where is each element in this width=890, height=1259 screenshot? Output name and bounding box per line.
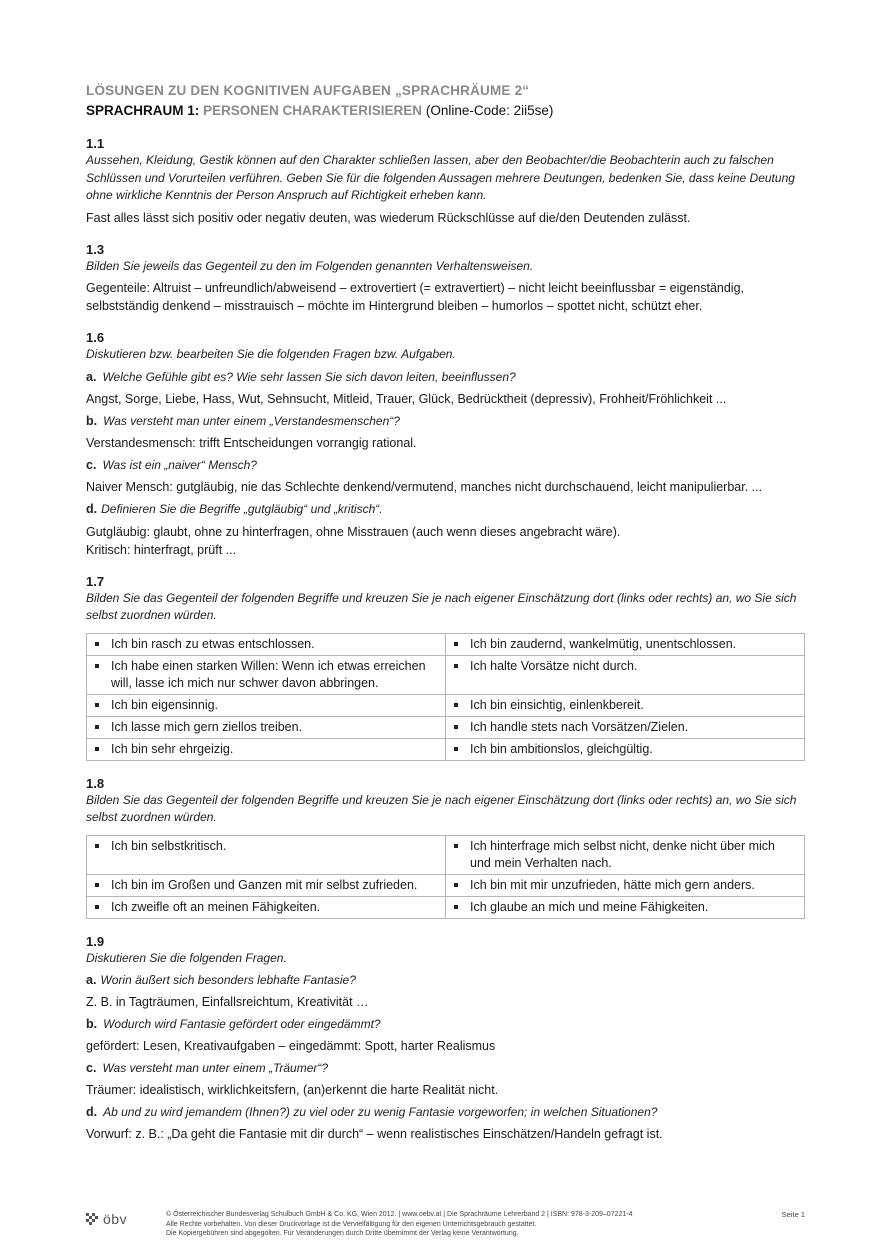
question-letter: b. bbox=[86, 413, 98, 428]
table-cell-left[interactable] bbox=[87, 896, 446, 918]
answer-b: Verstandesmensch: trifft Entscheidungen vorrangig rational. bbox=[86, 435, 417, 450]
table-row bbox=[87, 835, 805, 874]
table-row bbox=[87, 896, 805, 918]
cell-text: Ich bin rasch zu etwas entschlossen. bbox=[111, 636, 315, 651]
question-text: Definieren Sie die Begriffe „gutgläubig“ und „kritisch“. bbox=[101, 501, 383, 516]
checkbox-square-icon bbox=[95, 642, 99, 646]
question-letter: d. bbox=[86, 501, 98, 516]
question-c bbox=[86, 1060, 805, 1077]
oebv-logo-icon bbox=[86, 1213, 98, 1225]
publisher-logo bbox=[86, 1211, 127, 1227]
question-letter: c. bbox=[86, 1061, 97, 1075]
page-footer bbox=[86, 1211, 805, 1241]
cell-text: Ich lasse mich gern ziellos treiben. bbox=[111, 719, 303, 734]
answer-a: Angst, Sorge, Liebe, Hass, Wut, Sehnsucht, Mitleid, Trauer, Glück, Bedrücktheit (depressiv), Frohheit/Fröhlichkeit ... bbox=[86, 391, 727, 406]
opposites-table-1-7 bbox=[86, 633, 805, 761]
cell-text: Ich bin zaudernd, wankelmütig, unentschlossen. bbox=[470, 636, 737, 651]
table-cell-right[interactable] bbox=[446, 835, 805, 874]
question-text: Wodurch wird Fantasie gefördert oder eingedämmt? bbox=[103, 1017, 381, 1031]
section-instruction: Diskutieren bzw. bearbeiten Sie die folgenden Fragen bzw. Aufgaben. bbox=[86, 347, 456, 361]
answer-d bbox=[86, 523, 805, 559]
table-row bbox=[87, 738, 805, 760]
checkbox-square-icon bbox=[95, 664, 99, 668]
table-cell-left[interactable] bbox=[87, 835, 446, 874]
section-instruction: Bilden Sie das Gegenteil der folgenden Begriffe und kreuzen Sie je nach eigener Einschätzung dort (links oder rechts) an, wo Sie sich selbst zuordnen würden. bbox=[86, 590, 797, 622]
answer-a: Z. B. in Tagträumen, Einfallsreichtum, Kreativität … bbox=[86, 995, 369, 1009]
rights-line: Alle Rechte vorbehalten. Von dieser Druckvorlage ist die Vervielfältigung für den eigenen Unterrichtsgebrauch gestattet. bbox=[166, 1220, 537, 1228]
section-1-6 bbox=[86, 329, 805, 559]
answer-c: Naiver Mensch: gutgläubig, nie das Schlechte denkend/vermutend, manches nicht durchschauend, leicht manipulierbar. ... bbox=[86, 479, 763, 494]
table-cell-right[interactable] bbox=[446, 738, 805, 760]
checkbox-square-icon bbox=[454, 883, 458, 887]
section-number: 1.6 bbox=[86, 330, 105, 345]
question-b bbox=[86, 1016, 805, 1033]
section-answer: Gegenteile: Altruist – unfreundlich/abweisend – extrovertiert (= extravertiert) – nicht leicht beeinflussbar = eigenständig, selbstständig denkend – misstrauisch – möchte im Hintergrund bleiben – humorlos – spottet nicht, schützt eher. bbox=[86, 281, 745, 313]
cell-text: Ich glaube an mich und meine Fähigkeiten. bbox=[470, 899, 709, 914]
section-1-7 bbox=[86, 573, 805, 761]
answer-d-line2: Kritisch: hinterfragt, prüft ... bbox=[86, 542, 237, 557]
table-row bbox=[87, 694, 805, 716]
section-1-1 bbox=[86, 135, 805, 227]
section-instruction: Bilden Sie jeweils das Gegenteil zu den im Folgenden genannten Verhaltensweisen. bbox=[86, 258, 534, 273]
copyright-line: © Österreichischer Bundesverlag Schulbuch GmbH & Co. KG, Wien 2012. | www.oebv.at | Die Sprachräume Lehrerband 2 | ISBN: 978-3-209–07221-4 bbox=[166, 1211, 633, 1218]
question-letter: a. bbox=[86, 973, 97, 987]
question-d bbox=[86, 1104, 805, 1121]
section-number: 1.7 bbox=[86, 573, 105, 589]
checkbox-square-icon bbox=[454, 664, 458, 668]
table-cell-left[interactable] bbox=[87, 716, 446, 738]
question-a bbox=[86, 369, 805, 386]
table-row bbox=[87, 655, 805, 694]
cell-text: Ich bin selbstkritisch. bbox=[111, 838, 227, 853]
table-row bbox=[87, 633, 805, 655]
table-cell-right[interactable] bbox=[446, 874, 805, 896]
section-1-9 bbox=[86, 933, 805, 1144]
checkbox-square-icon bbox=[454, 747, 458, 751]
fees-line: Die Kopiergebühren sind abgegolten. Für Veränderungen durch Dritte übernimmt der Verlag keine Verantwortung. bbox=[166, 1230, 519, 1237]
question-letter: b. bbox=[86, 1017, 98, 1031]
question-b bbox=[86, 413, 805, 430]
checkbox-square-icon bbox=[95, 747, 99, 751]
answer-d-line1: Gutgläubig: glaubt, ohne zu hinterfragen, ohne Misstrauen (auch wenn dieses angebracht wäre). bbox=[86, 524, 621, 539]
logo-text: öbv bbox=[103, 1211, 128, 1227]
question-text: Was versteht man unter einem „Träumer“? bbox=[102, 1061, 329, 1075]
page-number: Seite 1 bbox=[781, 1210, 805, 1219]
table-cell-left[interactable] bbox=[87, 633, 446, 655]
checkbox-square-icon bbox=[454, 703, 458, 707]
cell-text: Ich zweifle oft an meinen Fähigkeiten. bbox=[111, 899, 321, 914]
cell-text: Ich habe einen starken Willen: Wenn ich etwas erreichen will, lasse ich mich nur schwer davon abbringen. bbox=[111, 658, 426, 690]
table-row bbox=[87, 874, 805, 896]
section-instruction: Diskutieren Sie die folgenden Fragen. bbox=[86, 950, 287, 965]
table-cell-left[interactable] bbox=[87, 655, 446, 694]
question-text: Worin äußert sich besonders lebhafte Fantasie? bbox=[100, 973, 356, 987]
cell-text: Ich bin mit mir unzufrieden, hätte mich gern anders. bbox=[470, 877, 755, 892]
table-cell-right[interactable] bbox=[446, 633, 805, 655]
section-number: 1.8 bbox=[86, 775, 105, 791]
table-cell-right[interactable] bbox=[446, 716, 805, 738]
checkbox-square-icon bbox=[454, 844, 458, 848]
section-instruction: Aussehen, Kleidung, Gestik können auf den Charakter schließen lassen, aber den Beobachter/die Beobachterin auch zu falschen Schlüssen und Vorurteilen verführen. Geben Sie für die folgenden Aussagen mehrere Deutungen, bedenken Sie, dass keine Deutung ohne wirkliche Kenntnis der Person Anspruch auf Richtigkeit erheben kann. bbox=[86, 153, 795, 202]
checkbox-square-icon bbox=[95, 844, 99, 848]
question-a bbox=[86, 972, 805, 989]
answer-b: gefördert: Lesen, Kreativaufgaben – eingedämmt: Spott, harter Realismus bbox=[86, 1039, 496, 1053]
checkbox-square-icon bbox=[454, 725, 458, 729]
section-1-3 bbox=[86, 241, 805, 316]
cell-text: Ich bin eigensinnig. bbox=[111, 697, 219, 712]
question-letter: d. bbox=[86, 1105, 98, 1119]
subtitle-topic: PERSONEN CHARAKTERISIEREN bbox=[203, 103, 423, 118]
table-cell-right[interactable] bbox=[446, 896, 805, 918]
checkbox-square-icon bbox=[95, 703, 99, 707]
answer-d: Vorwurf: z. B.: „Da geht die Fantasie mit dir durch“ – wenn realistisches Einschätzen/Handeln gefragt ist. bbox=[86, 1127, 663, 1141]
question-text: Was ist ein „naiver“ Mensch? bbox=[102, 457, 257, 472]
answer-c: Träumer: idealistisch, wirklichkeitsfern, (an)erkennt die harte Realität nicht. bbox=[86, 1083, 499, 1097]
checkbox-square-icon bbox=[95, 905, 99, 909]
table-cell-left[interactable] bbox=[87, 874, 446, 896]
document-title: LÖSUNGEN ZU DEN KOGNITIVEN AUFGABEN „SPRACHRÄUME 2“ bbox=[86, 83, 530, 98]
opposites-table-1-8 bbox=[86, 835, 805, 919]
question-text: Welche Gefühle gibt es? Wie sehr lassen Sie sich davon leiten, beeinflussen? bbox=[102, 369, 516, 384]
cell-text: Ich hinterfrage mich selbst nicht, denke nicht über mich und mein Verhalten nach. bbox=[470, 838, 776, 870]
cell-text: Ich handle stets nach Vorsätzen/Zielen. bbox=[470, 719, 689, 734]
cell-text: Ich halte Vorsätze nicht durch. bbox=[470, 658, 638, 673]
question-c bbox=[86, 457, 805, 474]
table-cell-right[interactable] bbox=[446, 655, 805, 694]
subtitle-online-code: (Online-Code: 2ii5se) bbox=[425, 103, 554, 118]
checkbox-square-icon bbox=[95, 725, 99, 729]
document-page bbox=[86, 82, 805, 1143]
section-number: 1.3 bbox=[86, 241, 105, 257]
table-cell-right[interactable] bbox=[446, 694, 805, 716]
document-subtitle bbox=[86, 101, 805, 121]
cell-text: Ich bin sehr ehrgeizig. bbox=[111, 741, 234, 756]
cell-text: Ich bin ambitionslos, gleichgültig. bbox=[470, 741, 653, 756]
copyright-text bbox=[166, 1210, 726, 1239]
table-cell-left[interactable] bbox=[87, 738, 446, 760]
section-number: 1.1 bbox=[86, 136, 105, 151]
subtitle-chapter: SPRACHRAUM 1: bbox=[86, 103, 200, 118]
question-letter: a. bbox=[86, 369, 97, 384]
checkbox-square-icon bbox=[95, 883, 99, 887]
checkbox-square-icon bbox=[454, 642, 458, 646]
cell-text: Ich bin im Großen und Ganzen mit mir selbst zufrieden. bbox=[111, 877, 418, 892]
question-text: Ab und zu wird jemandem (Ihnen?) zu viel oder zu wenig Fantasie vorgeworfen; in welchen Situationen? bbox=[103, 1105, 658, 1119]
table-cell-left[interactable] bbox=[87, 694, 446, 716]
question-letter: c. bbox=[86, 457, 97, 472]
section-answer: Fast alles lässt sich positiv oder negativ deuten, was wiederum Rückschlüsse auf die/den Deutenden zulässt. bbox=[86, 210, 691, 225]
question-d bbox=[86, 501, 805, 518]
section-1-8 bbox=[86, 775, 805, 919]
section-number: 1.9 bbox=[86, 933, 105, 949]
section-instruction: Bilden Sie das Gegenteil der folgenden Begriffe und kreuzen Sie je nach eigener Einschätzung dort (links oder rechts) an, wo Sie sich selbst zuordnen würden. bbox=[86, 792, 797, 824]
table-row bbox=[87, 716, 805, 738]
checkbox-square-icon bbox=[454, 905, 458, 909]
question-text: Was versteht man unter einem „Verstandesmenschen“? bbox=[103, 413, 400, 428]
cell-text: Ich bin einsichtig, einlenkbereit. bbox=[470, 697, 644, 712]
